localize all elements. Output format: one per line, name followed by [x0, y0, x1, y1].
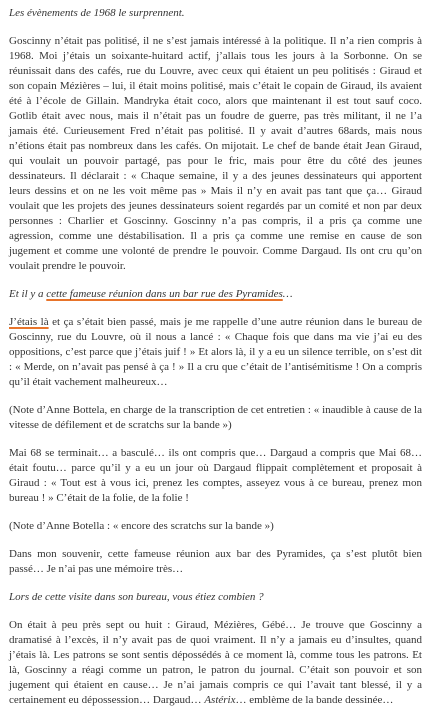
transcription-note-1: (Note d’Anne Bottela, en charge de la transcription de cet entretien : « inaudible à cause de la vitesse de défilement et de scratchs sur la bande ») [9, 404, 422, 431]
transcription-note-2: (Note d’Anne Botella : « encore des scratchs sur la bande ») [9, 520, 274, 532]
question-pyramides-meeting [9, 287, 422, 302]
underlined-highlight-etais-la: J’étais là [9, 316, 49, 328]
answer-text-end: … emblème de la bande dessinée… [235, 694, 394, 706]
question-1968: Les évènements de 1968 le surprennent. [9, 7, 185, 19]
answer-office-meeting [9, 315, 422, 390]
asterix-title: Astérix [204, 694, 236, 706]
question-text-after: … [282, 288, 293, 300]
answer-goscinny-politics: Goscinny n’était pas politisé, il ne s’est jamais intéressé à la politique. Il n’a rien compris à 1968. Moi j’étais un soixante-huitard actif, j’allais tous les jours à la Sorbonne. On se réunissait dans des cafés, rue du Louvre, avec ceux qui étaient un peu politisés : Giraud et son copain Mézières – lui, il était moins politisé, mais c’était le copain de Giraud, ils avaient été à l’école de Gillain. Mandryka était coco, alors que maintenant il est tout sauf coco. Gotlib était avec nous, mais il n’était pas un foudre de guerre, pas très militant, il ne l’a jamais été. Curieusement Fred n’était pas politisé. Il y avait d’autres 68ards, mais nous n’étions était pas nombreux dans les cafés. On mijotait. Le chef de bande était Jean Giraud, qui voulait un pouvoir partagé, pas pour le fric, mais pour être du côté des jeunes dessinateurs. Il déclarait : « Chaque semaine, il y a des jeunes dessinateurs qui apportent leurs dessins et on ne les voit même pas » Mais il n’y en avait pas tant que ça… Giraud voulait que les projets des jeunes dessinateurs soient regardés par un comité et non par deux personnes : Charlier et Goscinny. Goscinny n’a pas compris, il a pris ça comme une agression, comme une déstabilisation. Il a pris ça comme une remise en cause de son jugement et comme une volonté de prendre le pouvoir. Comme Dargaud. Ils ont cru qu’on voulait prendre le pouvoir. [9, 35, 422, 272]
answer-mai-68: Mai 68 se terminait… a basculé… ils ont compris que… Dargaud a compris que Mai 68… était foutu… parce qu’il y a eu un jour où Dargaud flippait complètement et proposait à Giraud : « Tout est à vous ici, prenez les comptes, asseyez vous à ce bureau, prenez mon bureau ! » C’était de la folie, de la folie ! [9, 447, 422, 504]
answer-souvenir: Dans mon souvenir, cette fameuse réunion aux bar des Pyramides, ça s’est plutôt bien passé… Je n’ai pas une mémoire très… [9, 548, 422, 575]
answer-sept-ou-huit [9, 618, 422, 708]
question-combien: Lors de cette visite dans son bureau, vous étiez combien ? [9, 591, 264, 603]
question-text-before: Et il y a [9, 288, 47, 300]
answer-text-after: et ça s’était bien passé, mais je me rappelle d’une autre réunion dans le bureau de Goscinny, rue du Louvre, où il nous a lancé : « Chaque fois que dans ma vie j’ai eu des oppositions, c’est parce que j’étais juif ! » Et alors là, il y a eu un silence terrible, on s’est dit : « Merde, on n’avait pas pensé à ça ! » Il a cru que c’était de l’antisémitisme ! On a compris qu’il était vachement malheureux… [9, 316, 422, 388]
answer-text-before: On était à peu près sept ou huit : Giraud, Mézières, Gébé… Je trouve que Goscinny a dramatisé à l’excès, il n’y avait pas de quoi vraiment. Il n’y a jamais eu d’insultes, quand j’étais là. Les patrons se sont sentis dépossédés à ce moment là, comme tous les patrons. Et là, Goscinny a réagi comme un patron, le patron du journal. C’était son pouvoir et son jugement qui étaient en cause… Je n’ai jamais compris ce qui l’avait tant blessé, il y a certainement eu dépossession… Dargaud… [9, 619, 422, 706]
underlined-highlight: cette fameuse réunion dans un bar rue des Pyramides [46, 288, 283, 300]
